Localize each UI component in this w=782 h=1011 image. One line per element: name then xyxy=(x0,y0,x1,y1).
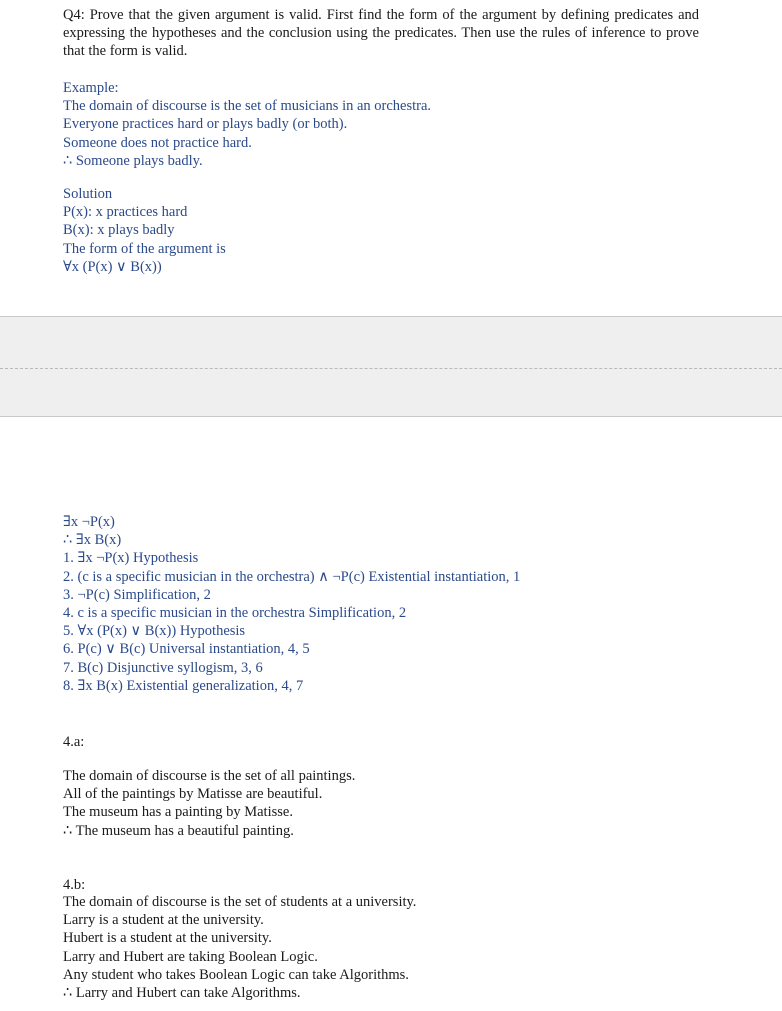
section-a-block xyxy=(63,767,355,840)
proof-line: 1. ∃x ¬P(x) Hypothesis xyxy=(63,550,199,567)
section-b-line: ∴ Larry and Hubert can take Algorithms. xyxy=(63,985,301,1002)
proof-block xyxy=(63,513,520,695)
section-b-line: Larry and Hubert are taking Boolean Logic. xyxy=(63,948,318,965)
proof-line: 3. ¬P(c) Simplification, 2 xyxy=(63,586,211,603)
proof-line: 4. c is a specific musician in the orchestra Simplification, 2 xyxy=(63,605,407,622)
example-line: The domain of discourse is the set of musicians in an orchestra. xyxy=(63,98,432,115)
section-b-block xyxy=(63,893,416,1002)
example-heading: Example: xyxy=(63,80,119,96)
page-break-divider xyxy=(0,368,782,369)
section-b-line: Any student who takes Boolean Logic can take Algorithms. xyxy=(63,966,409,983)
proof-line: 8. ∃x B(x) Existential generalization, 4, 7 xyxy=(63,677,304,694)
solution-block xyxy=(63,185,226,276)
example-block xyxy=(63,79,431,170)
proof-line: 6. P(c) ∨ B(c) Universal instantiation, 4, 5 xyxy=(63,641,310,658)
question-text: Q4: Prove that the given argument is valid. First find the form of the argument by defining predicates and expressing the hypotheses and the conclusion using the predicates. Then use the rules of inference to prove that the form is valid. xyxy=(63,7,699,60)
section-a-label: 4.a: xyxy=(63,734,85,750)
proof-line: 2. (c is a specific musician in the orchestra) ∧ ¬P(c) Existential instantiation, 1 xyxy=(63,568,521,585)
proof-line: 5. ∀x (P(x) ∨ B(x)) Hypothesis xyxy=(63,623,246,640)
proof-line: 7. B(c) Disjunctive syllogism, 3, 6 xyxy=(63,659,263,676)
page-break xyxy=(0,316,782,417)
section-b-line: Hubert is a student at the university. xyxy=(63,930,272,947)
section-a-line: The domain of discourse is the set of all paintings. xyxy=(63,768,356,784)
proof-line: ∴ ∃x B(x) xyxy=(63,532,122,549)
page-top xyxy=(0,0,782,316)
solution-heading: Solution xyxy=(63,186,113,202)
example-line: Everyone practices hard or plays badly (or both). xyxy=(63,116,348,133)
section-a-line: The museum has a painting by Matisse. xyxy=(63,804,293,821)
solution-line: B(x): x plays badly xyxy=(63,222,175,239)
section-a-line: All of the paintings by Matisse are beautiful. xyxy=(63,786,323,803)
proof-line: ∃x ¬P(x) xyxy=(63,514,115,530)
section-b-line: The domain of discourse is the set of students at a university. xyxy=(63,894,417,910)
solution-line: The form of the argument is xyxy=(63,240,226,257)
section-a-line: ∴ The museum has a beautiful painting. xyxy=(63,822,294,839)
solution-line: P(x): x practices hard xyxy=(63,204,188,221)
example-line: ∴ Someone plays badly. xyxy=(63,152,203,169)
section-b-line: Larry is a student at the university. xyxy=(63,912,264,929)
solution-line: ∀x (P(x) ∨ B(x)) xyxy=(63,258,162,275)
section-b-label: 4.b: xyxy=(63,877,86,893)
example-line: Someone does not practice hard. xyxy=(63,134,252,151)
